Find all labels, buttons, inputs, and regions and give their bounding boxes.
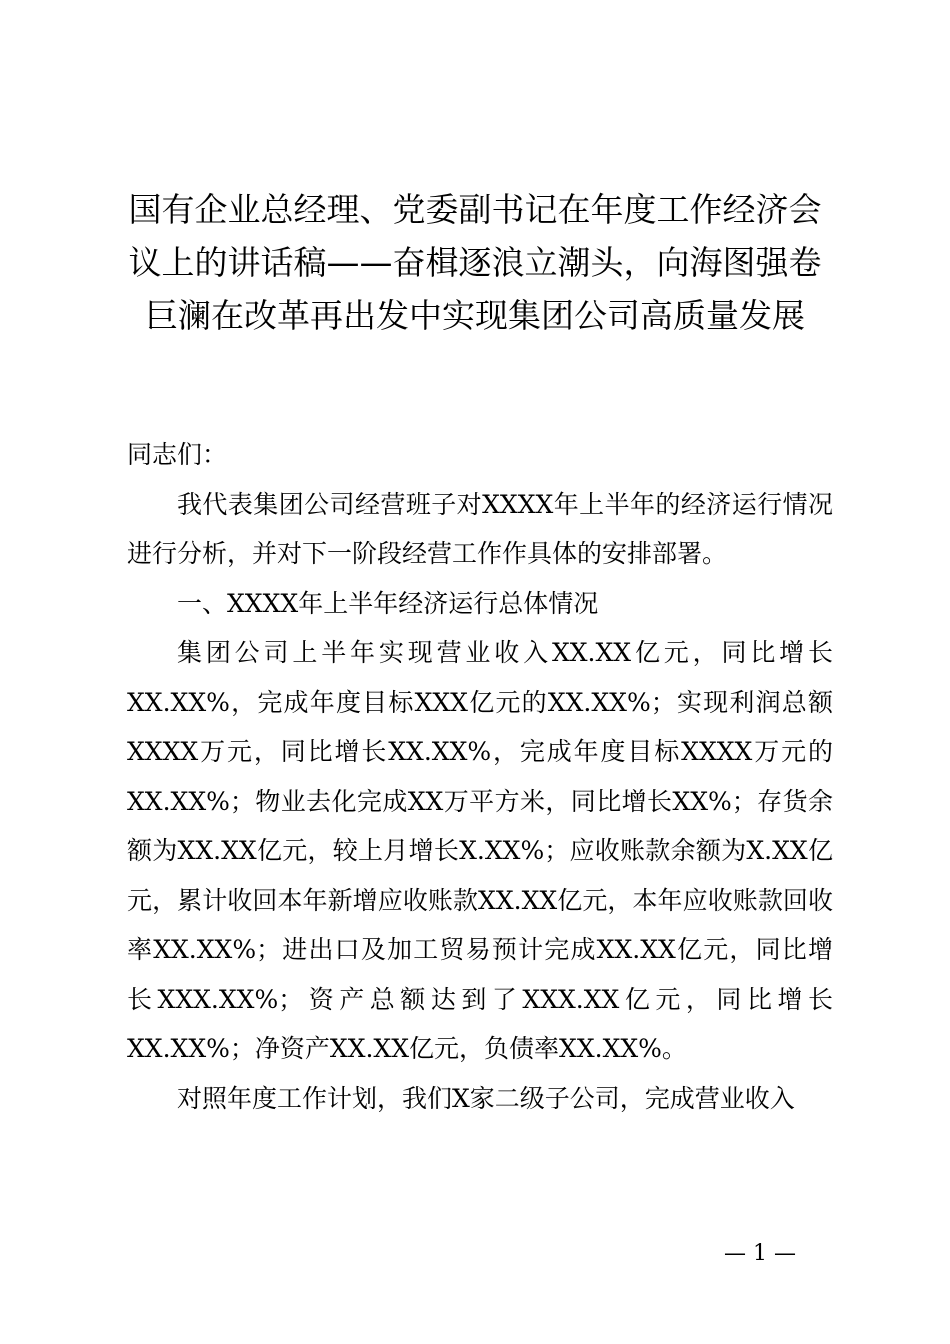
section-heading: 一、XXXX年上半年经济运行总体情况 — [177, 588, 599, 618]
document-title: 国有企业总经理、党委副书记在年度工作经济会议上的讲话稿——奋楫逐浪立潮头，向海图强卷巨澜在改革再出发中实现集团公司高质量发展 — [128, 190, 822, 335]
salutation: 同志们： — [127, 440, 228, 469]
page-number: — 1 — — [724, 1241, 796, 1266]
paragraph-economic-summary: 集团公司上半年实现营业收入XX.XX亿元，同比增长XX.XX%，完成年度目标XXX亿元的XX.XX%；实现利润总额XXXX万元，同比增长XX.XX%，完成年度目标XXXX万元的XX.XX%；物业去化完成XX万平方米，同比增长XX%；存货余额为XX.XX亿元，较上月增长X.XX%；应收账款余额为X.XX亿元，累计收回本年新增应收账款XX.XX亿元，本年应收账款回收率XX.XX%；进出口及加工贸易预计完成XX.XX亿元，同比增长XXX.XX%；资产总额达到了XXX.XX亿元，同比增长XX.XX%；净资产XX.XX亿元，负债率XX.XX%。 — [127, 638, 833, 1063]
paragraph-subsidiaries: 对照年度工作计划，我们X家二级子公司，完成营业收入 — [177, 1083, 795, 1113]
document-body — [127, 430, 833, 1123]
paragraph-intro: 我代表集团公司经营班子对XXXX年上半年的经济运行情况进行分析，并对下一阶段经营工作作具体的安排部署。 — [127, 489, 833, 568]
